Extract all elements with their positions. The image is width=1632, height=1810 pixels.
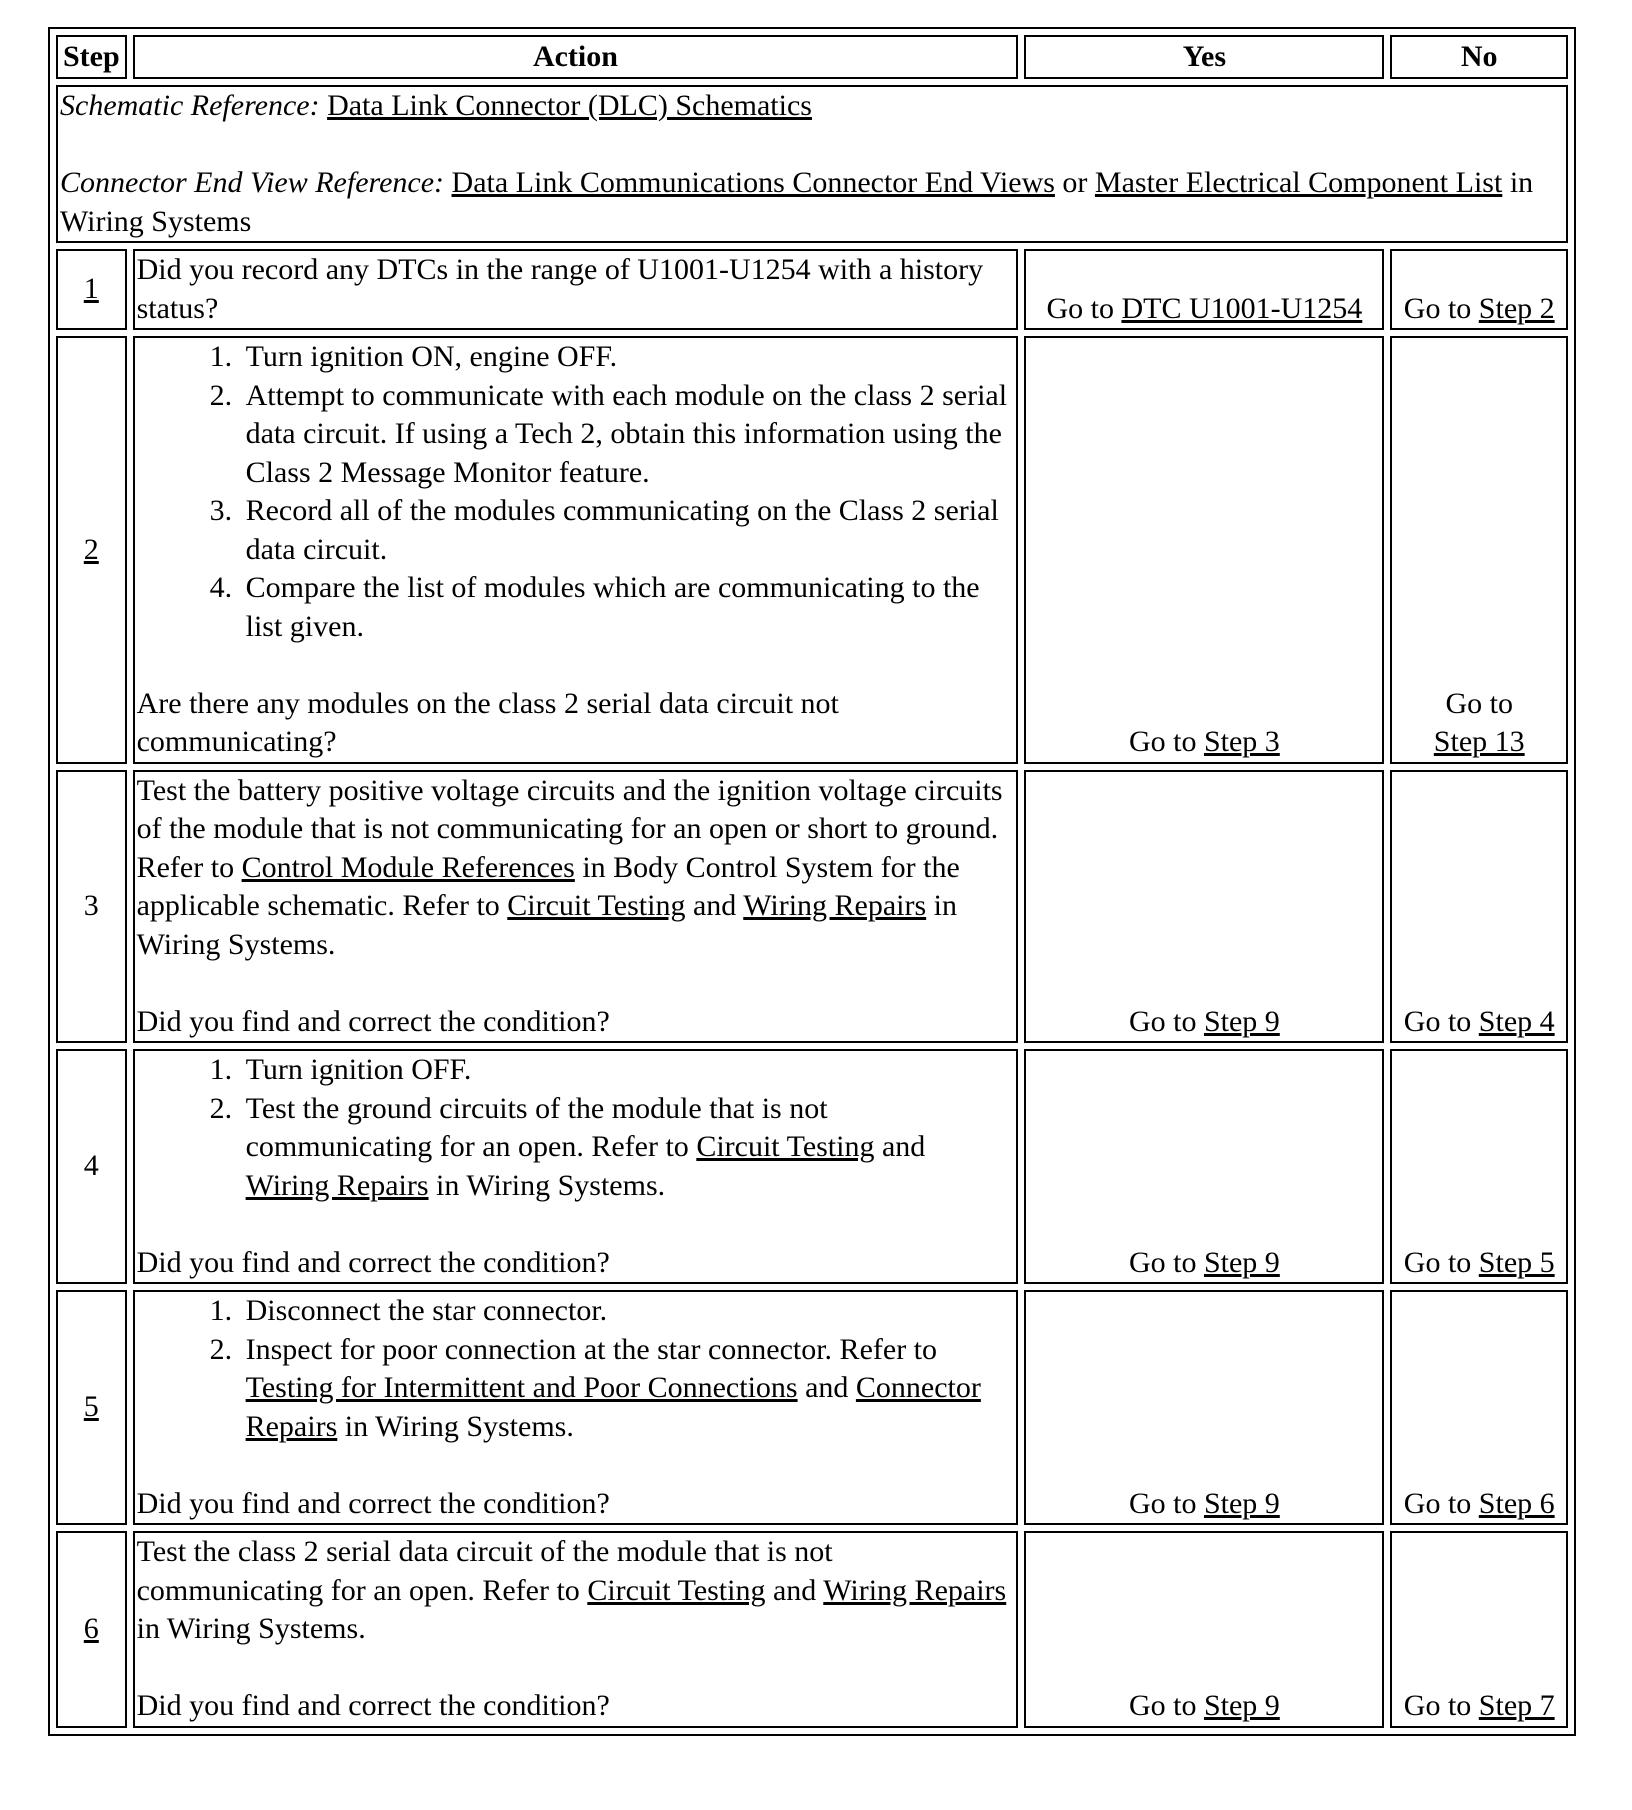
list-item — [240, 1331, 1015, 1447]
or-text: or — [1062, 166, 1088, 199]
step-cell — [56, 249, 127, 330]
no-link[interactable]: Step 13 — [1433, 725, 1525, 758]
in-wiring-text: in Wiring Systems — [60, 166, 1534, 238]
action-cell — [133, 1531, 1019, 1728]
yes-link[interactable]: Step 9 — [1203, 1245, 1280, 1279]
yes-link[interactable]: Step 9 — [1203, 1486, 1280, 1520]
table-row — [56, 249, 1568, 330]
diagnostic-table-container — [48, 27, 1576, 1736]
step-link[interactable]: 2 — [83, 532, 99, 566]
action-text: and — [692, 889, 737, 922]
schematic-reference-label: Schematic Reference: — [60, 89, 320, 122]
yes-link[interactable]: Step 9 — [1203, 1004, 1280, 1038]
question-text: Are there any modules on the class 2 serial data circuit not communicating? — [136, 686, 839, 758]
list-item — [240, 1090, 1015, 1206]
list-item: 2. Attempt to communicate with each module on the class 2 serial data circuit. If using a Tech 2, obtain this information using the Class 2 Message Monitor feature. — [240, 377, 1015, 493]
list-item-text: in Wiring Systems. — [344, 1409, 574, 1443]
reference-row — [56, 85, 1568, 243]
action-list — [137, 338, 1015, 646]
yes-prefix: Go to — [1046, 291, 1114, 325]
table-row — [56, 1290, 1568, 1525]
no-cell — [1390, 249, 1568, 330]
header-row — [56, 35, 1568, 79]
action-text: Test the battery positive voltage circuits and the ignition voltage circuits of the module that is not communicating for an open or short to ground. Refer to — [136, 773, 1003, 884]
action-text: in Wiring Systems. — [136, 889, 958, 961]
list-item: 1. Turn ignition OFF. — [240, 1051, 1015, 1090]
list-item: 3. Record all of the modules communicating on the Class 2 serial data circuit. — [240, 492, 1015, 569]
no-cell — [1390, 770, 1568, 1044]
no-prefix: Go to — [1403, 1004, 1472, 1038]
yes-cell — [1024, 1531, 1384, 1728]
yes-link[interactable]: Step 9 — [1203, 1689, 1280, 1722]
step-link[interactable]: 5 — [83, 1390, 99, 1424]
action-cell — [133, 1290, 1019, 1525]
header-step: Step — [56, 35, 127, 79]
action-text: and — [772, 1573, 817, 1607]
no-link[interactable]: Step 6 — [1478, 1486, 1555, 1520]
yes-link[interactable]: DTC U1001-U1254 — [1121, 291, 1363, 325]
no-link[interactable]: Step 2 — [1478, 291, 1555, 325]
circuit-testing-link[interactable]: Circuit Testing — [696, 1130, 875, 1163]
yes-link[interactable]: Step 3 — [1203, 725, 1280, 758]
table-row — [56, 336, 1568, 764]
no-prefix: Go to — [1445, 686, 1513, 720]
no-link[interactable]: Step 7 — [1478, 1689, 1555, 1722]
list-item: 1. Disconnect the star connector. — [240, 1292, 1015, 1331]
action-cell — [133, 249, 1019, 330]
list-item-text: and — [805, 1371, 849, 1404]
step-link[interactable]: 6 — [83, 1612, 99, 1645]
no-prefix: Go to — [1403, 1689, 1472, 1722]
action-list — [137, 1051, 1015, 1205]
yes-cell — [1024, 1049, 1384, 1284]
list-item-text: and — [881, 1130, 926, 1163]
yes-prefix: Go to — [1128, 725, 1197, 758]
no-prefix: Go to — [1403, 291, 1472, 325]
action-text: in Wiring Systems. — [136, 1612, 366, 1645]
step-cell — [56, 1290, 127, 1525]
action-cell — [133, 770, 1019, 1044]
yes-cell — [1024, 249, 1384, 330]
yes-cell — [1024, 1290, 1384, 1525]
action-text: Test the class 2 serial data circuit of the module that is not communicating for an open. Refer to — [136, 1535, 833, 1607]
table-row — [56, 770, 1568, 1044]
connector-repairs-link[interactable]: Connector Repairs — [245, 1371, 981, 1443]
header-yes: Yes — [1024, 35, 1384, 79]
question-text: Did you find and correct the condition? — [136, 1689, 610, 1722]
action-cell — [133, 1049, 1019, 1284]
step-cell — [56, 770, 127, 1044]
wiring-repairs-link[interactable]: Wiring Repairs — [823, 1573, 1007, 1607]
action-cell — [133, 336, 1019, 764]
header-action: Action — [133, 35, 1019, 79]
action-text: in Body Control System for the applicable schematic. Refer to — [136, 850, 960, 922]
circuit-testing-link[interactable]: Circuit Testing — [507, 889, 686, 922]
diagnostic-table — [48, 27, 1576, 1736]
yes-cell — [1024, 336, 1384, 764]
connector-end-views-link[interactable]: Data Link Communications Connector End Views — [451, 166, 1055, 199]
yes-cell — [1024, 770, 1384, 1044]
yes-prefix: Go to — [1128, 1004, 1197, 1038]
list-item-text: Test the ground circuits of the module that is not communicating for an open. Refer to — [245, 1091, 828, 1163]
no-cell — [1390, 1290, 1568, 1525]
step-cell — [56, 1531, 127, 1728]
no-prefix: Go to — [1403, 1245, 1472, 1279]
step-cell — [56, 1049, 127, 1284]
list-item-text: in Wiring Systems. — [436, 1168, 666, 1202]
question-text: Did you find and correct the condition? — [136, 1004, 610, 1038]
list-item: 1. Turn ignition ON, engine OFF. — [240, 338, 1015, 377]
control-module-references-link[interactable]: Control Module References — [241, 850, 575, 884]
yes-prefix: Go to — [1128, 1245, 1197, 1279]
schematic-link[interactable]: Data Link Connector (DLC) Schematics — [327, 89, 812, 122]
no-link[interactable]: Step 5 — [1478, 1245, 1555, 1279]
no-cell — [1390, 1049, 1568, 1284]
no-cell — [1390, 336, 1568, 764]
question-text: Did you find and correct the condition? — [136, 1245, 610, 1279]
no-prefix: Go to — [1403, 1486, 1472, 1520]
circuit-testing-link[interactable]: Circuit Testing — [587, 1573, 766, 1607]
step-cell — [56, 336, 127, 764]
testing-intermittent-link[interactable]: Testing for Intermittent and Poor Connections — [245, 1371, 798, 1404]
wiring-repairs-link[interactable]: Wiring Repairs — [743, 889, 927, 922]
step-number: 3 — [83, 889, 99, 922]
master-component-list-link[interactable]: Master Electrical Component List — [1094, 166, 1503, 199]
yes-prefix: Go to — [1128, 1486, 1197, 1520]
yes-prefix: Go to — [1128, 1689, 1197, 1722]
list-item: 4. Compare the list of modules which are communicating to the list given. — [240, 569, 1015, 646]
table-row — [56, 1531, 1568, 1728]
list-item-text: Inspect for poor connection at the star connector. Refer to — [245, 1332, 938, 1366]
no-link[interactable]: Step 4 — [1478, 1004, 1555, 1038]
step-link[interactable]: 1 — [83, 272, 99, 306]
wiring-repairs-link[interactable]: Wiring Repairs — [245, 1168, 429, 1202]
question-text: Did you record any DTCs in the range of U1001-U1254 with a history status? — [136, 253, 984, 325]
header-no: No — [1390, 35, 1568, 79]
table-row — [56, 1049, 1568, 1284]
reference-cell — [56, 85, 1568, 243]
question-text: Did you find and correct the condition? — [136, 1486, 610, 1520]
step-number: 4 — [83, 1149, 99, 1183]
no-cell — [1390, 1531, 1568, 1728]
action-list — [137, 1292, 1015, 1446]
connector-reference-label: Connector End View Reference: — [60, 166, 445, 199]
